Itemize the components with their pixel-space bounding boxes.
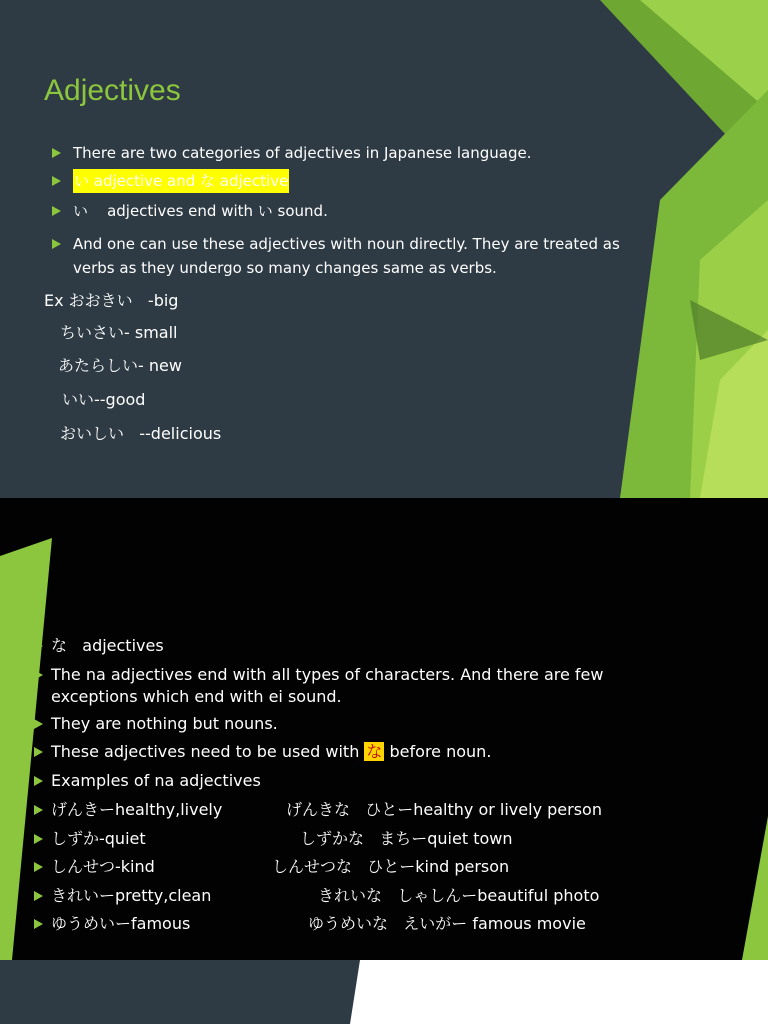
bullet-arrow-icon	[52, 176, 61, 186]
bullet-arrow-icon	[34, 641, 43, 651]
example-row	[34, 799, 222, 821]
bullet-text: な adjectives	[51, 636, 164, 655]
example-word: げんきーhealthy,lively	[51, 800, 223, 819]
bullet-item	[52, 232, 652, 280]
bullet-item	[34, 741, 491, 763]
bullet-text-after: before noun.	[384, 742, 492, 761]
bullet-arrow-icon	[34, 719, 43, 729]
bullet-arrow-icon	[52, 239, 61, 249]
example-line: ちいさい- small	[60, 323, 178, 342]
slide-title: Adjectives	[44, 74, 181, 107]
bullet-arrow-icon	[34, 670, 43, 680]
example-word: しんせつ-kind	[51, 857, 155, 876]
example-phrase: ゆうめいな えいがー famous movie	[308, 914, 586, 933]
bullet-item	[34, 770, 261, 792]
bullet-text: They are nothing but nouns.	[51, 714, 278, 733]
bullet-arrow-icon	[34, 747, 43, 757]
bullet-text: There are two categories of adjectives in Japanese language.	[73, 144, 532, 162]
example-row	[34, 828, 146, 850]
bullet-arrow-icon	[52, 206, 61, 216]
example-phrase: げんきな ひとーhealthy or lively person	[286, 800, 602, 819]
bullet-text: The na adjectives end with all types of characters. And there are few exceptions which end with ei sound.	[51, 665, 604, 706]
bullet-text: Examples of na adjectives	[51, 771, 261, 790]
bullet-item	[34, 664, 674, 708]
example-word: しずか-quiet	[51, 829, 146, 848]
bullet-item	[34, 713, 278, 735]
example-phrase: しんせつな ひとーkind person	[272, 857, 510, 876]
slide-adjectives	[0, 0, 768, 498]
highlighted-na: な	[366, 742, 383, 761]
example-word: きれいーpretty,clean	[51, 886, 212, 905]
highlighted-bullet-text: い adjective and な adjective	[73, 169, 289, 193]
bullet-text	[51, 741, 491, 763]
example-row	[34, 913, 190, 935]
bullet-item	[52, 199, 328, 223]
bullet-arrow-icon	[34, 834, 43, 844]
example-phrase: しずかな まちーquiet town	[300, 829, 513, 848]
bullet-item	[52, 141, 532, 165]
example-phrase: きれいな しゃしんーbeautiful photo	[318, 886, 600, 905]
bullet-arrow-icon	[34, 805, 43, 815]
example-line: Ex おおきい -big	[44, 291, 179, 310]
bullet-item	[52, 169, 289, 193]
bullet-text: い adjectives end with い sound.	[73, 202, 328, 220]
next-slide-preview	[0, 960, 768, 1024]
example-word: ゆうめいーfamous	[51, 914, 191, 933]
example-row	[34, 856, 155, 878]
bullet-text: And one can use these adjectives with noun directly. They are treated as verbs as they undergo so many changes same as verbs.	[73, 235, 620, 277]
bullet-arrow-icon	[34, 776, 43, 786]
bullet-arrow-icon	[34, 862, 43, 872]
bullet-arrow-icon	[34, 919, 43, 929]
slide-na-adjectives	[0, 498, 768, 960]
example-row	[34, 885, 211, 907]
bullet-arrow-icon	[34, 891, 43, 901]
bullet-text-before: These adjectives need to be used with	[51, 742, 365, 761]
example-line: いい--good	[62, 390, 146, 409]
bullet-arrow-icon	[52, 148, 61, 158]
example-line: あたらしい- new	[58, 356, 182, 375]
example-line: おいしい --delicious	[60, 424, 222, 443]
bullet-item	[34, 635, 164, 657]
